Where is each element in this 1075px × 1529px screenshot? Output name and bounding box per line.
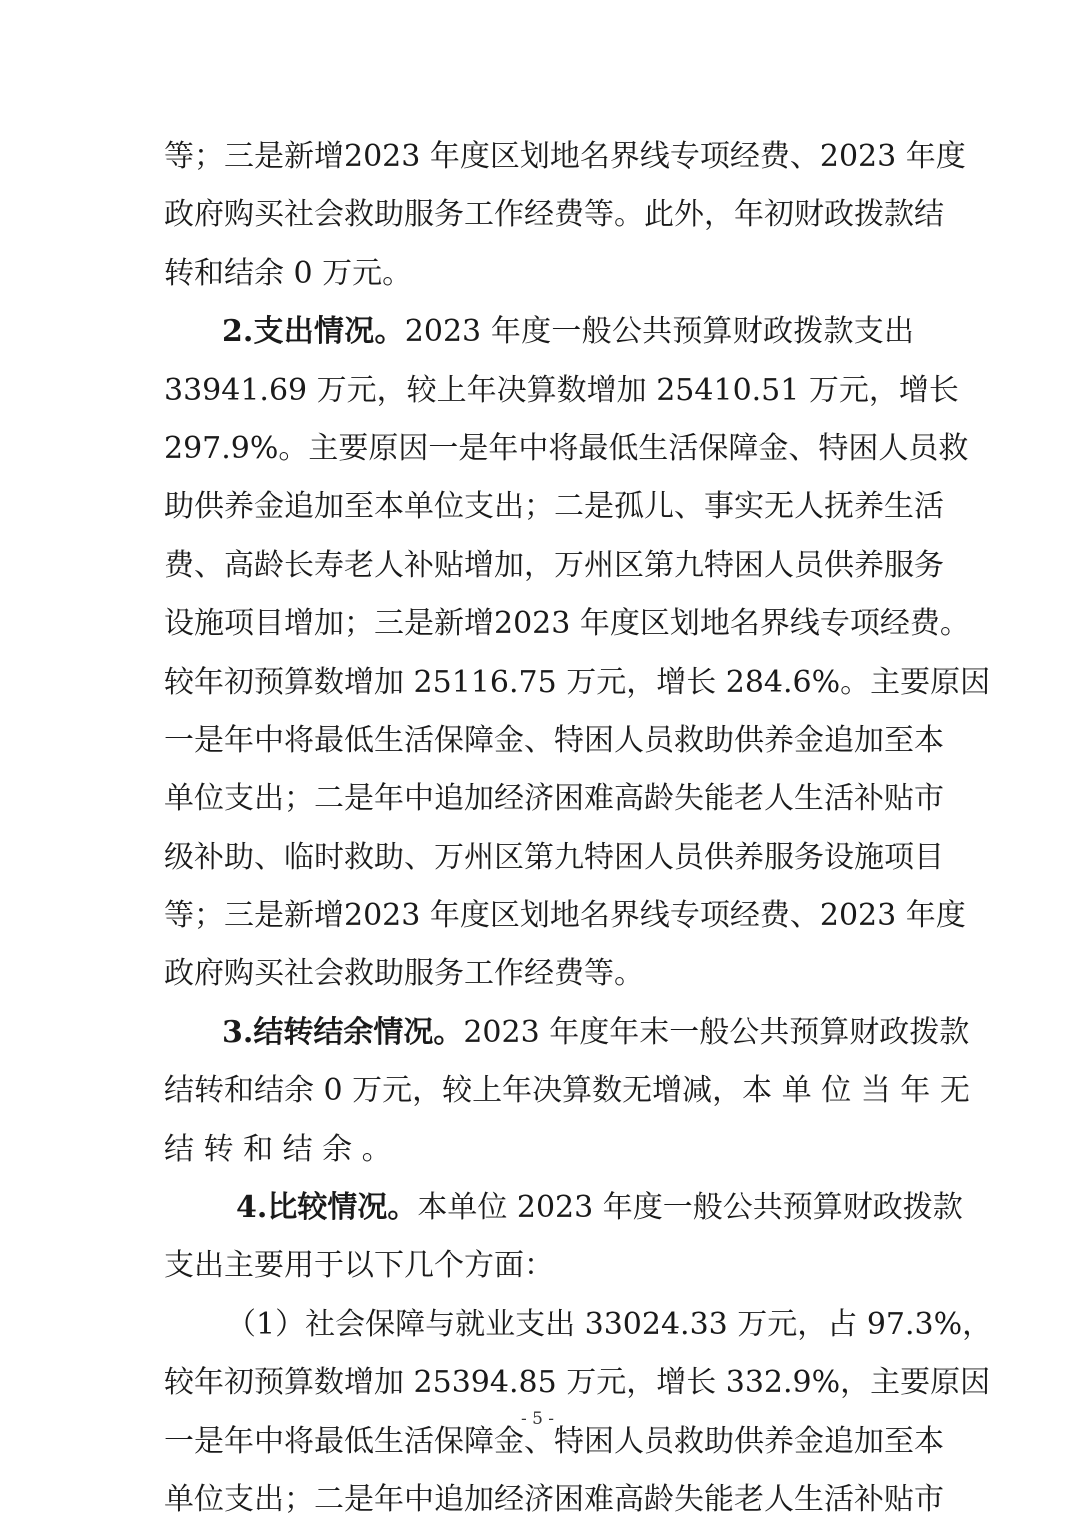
text-line: 297.9%。主要原因一是年中将最低生活保障金、特困人员救 <box>164 430 969 466</box>
text-line: 政府购买社会救助服务工作经费等。 <box>164 956 644 992</box>
text-line: 结 转 和 结 余 。 <box>164 1131 392 1167</box>
text-line: 单位支出；二是年中追加经济困难高龄失能老人生活补贴市 <box>164 1481 944 1517</box>
text-line: 级补助、临时救助、万州区第九特困人员供养服务设施项目 <box>164 839 944 875</box>
page-number: - 5 - <box>520 1409 555 1429</box>
text-line: 较年初预算数增加 25394.85 万元，增长 332.9%，主要原因 <box>164 1365 991 1401</box>
heading-comparison: 4.比较情况。 <box>236 1190 418 1226</box>
text-line: 支出主要用于以下几个方面： <box>164 1248 554 1284</box>
text-line: 设施项目增加；三是新增2023 年度区划地名界线专项经费。 <box>164 606 970 642</box>
text-line: 33941.69 万元，较上年决算数增加 25410.51 万元，增长 <box>164 372 959 408</box>
text-line: 较年初预算数增加 25116.75 万元，增长 284.6%。主要原因 <box>164 664 991 700</box>
text-line: 2023 年度一般公共预算财政拨款支出 <box>404 314 914 350</box>
paragraph-carryover-first-line <box>164 1004 970 1062</box>
text-line: 结转和结余 0 万元，较上年决算数无增减，本 单 位 当 年 无 <box>164 1073 970 1109</box>
text-line: 助供养金追加至本单位支出；二是孤儿、事实无人抚养生活 <box>164 489 944 525</box>
text-line: 本单位 2023 年度一般公共预算财政拨款 <box>417 1190 963 1226</box>
paragraph-expenditure-first-line <box>164 303 914 361</box>
text-line: 2023 年度年末一般公共预算财政拨款 <box>463 1014 970 1050</box>
text-line: 单位支出；二是年中追加经济困难高龄失能老人生活补贴市 <box>164 781 944 817</box>
text-line: 等；三是新增2023 年度区划地名界线专项经费、2023 年度 <box>164 898 966 934</box>
heading-carryover: 3.结转结余情况。 <box>222 1014 464 1050</box>
text-line: （1）社会保障与就业支出 33024.33 万元，占 97.3%， <box>226 1306 993 1342</box>
text-line: 政府购买社会救助服务工作经费等。此外，年初财政拨款结 <box>164 197 944 233</box>
document-body <box>164 128 993 1529</box>
text-line: 等；三是新增2023 年度区划地名界线专项经费、2023 年度 <box>164 139 966 174</box>
text-line: 费、高龄长寿老人补贴增加，万州区第九特困人员供养服务 <box>164 547 944 583</box>
paragraph-comparison-first-line <box>164 1179 963 1237</box>
text-line: 一是年中将最低生活保障金、特困人员救助供养金追加至本 <box>164 722 944 758</box>
heading-expenditure: 2.支出情况。 <box>222 314 405 350</box>
text-line: 转和结余 0 万元。 <box>164 255 413 291</box>
text-line: 一是年中将最低生活保障金、特困人员救助供养金追加至本 <box>164 1423 944 1459</box>
